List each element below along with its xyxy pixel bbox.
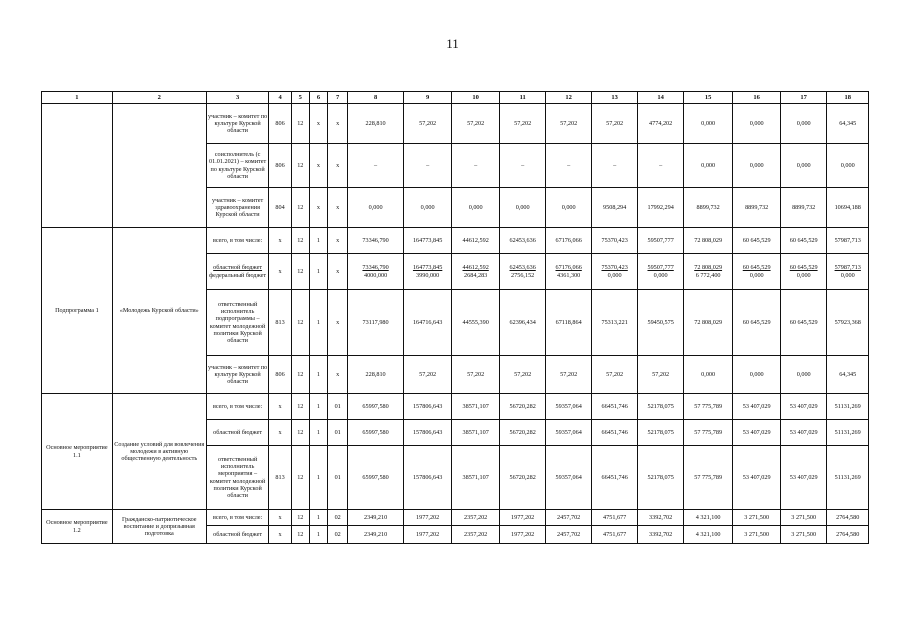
value-cell: 0,000 <box>683 356 733 394</box>
value-cell: 3 271,500 <box>733 526 781 544</box>
value-cell: 0,000 <box>403 188 452 228</box>
column-header: 16 <box>733 92 781 104</box>
value-cell: 0,000 <box>499 188 546 228</box>
value-cell: 57,202 <box>591 104 638 144</box>
value-cell: 2457,702 <box>546 526 591 544</box>
code-cell: 01 <box>328 446 348 510</box>
value-cell: 1977,202 <box>499 526 546 544</box>
value-cell: 38571,107 <box>452 446 500 510</box>
row-label <box>206 254 269 290</box>
value-cell: 3 271,500 <box>780 526 827 544</box>
value-cell: 56720,282 <box>499 446 546 510</box>
value-cell: 57,202 <box>546 356 591 394</box>
value-cell: 38571,107 <box>452 420 500 446</box>
value-cell: 57,202 <box>499 356 546 394</box>
value-bottom: 0,000 <box>749 271 764 279</box>
value-cell: 1977,202 <box>499 510 546 526</box>
value-cell: 44555,390 <box>452 290 500 356</box>
code-cell: 12 <box>291 144 309 188</box>
value-top: 67176,066 <box>555 264 582 272</box>
code-cell: 1 <box>309 228 327 254</box>
value-cell <box>683 254 733 290</box>
value-cell: 57987,713 <box>827 228 869 254</box>
column-header: 6 <box>309 92 327 104</box>
value-cell: 3 271,500 <box>733 510 781 526</box>
value-cell <box>591 254 638 290</box>
value-bottom: 0,000 <box>796 271 811 279</box>
value-cell: 66451,746 <box>591 446 638 510</box>
value-top: 59507,777 <box>647 264 674 272</box>
code-cell: 1 <box>309 526 327 544</box>
code-cell: х <box>328 104 348 144</box>
code-cell: 806 <box>269 356 291 394</box>
code-cell: 12 <box>291 394 309 420</box>
value-cell: 2457,702 <box>546 510 591 526</box>
value-bottom: 2756,152 <box>511 271 535 279</box>
value-cell: 57,202 <box>452 104 500 144</box>
code-cell: 1 <box>309 420 327 446</box>
value-cell: 65997,580 <box>348 446 404 510</box>
value-cell: 0,000 <box>452 188 500 228</box>
value-cell: 60 645,529 <box>733 290 781 356</box>
value-cell: 57 775,789 <box>683 446 733 510</box>
column-header: 9 <box>403 92 452 104</box>
value-cell: 157806,643 <box>403 446 452 510</box>
value-cell: – <box>403 144 452 188</box>
value-cell: 157806,643 <box>403 420 452 446</box>
value-cell <box>827 254 869 290</box>
value-cell: 57,202 <box>546 104 591 144</box>
code-cell: 1 <box>309 356 327 394</box>
value-cell <box>499 254 546 290</box>
value-cell: 53 407,029 <box>780 446 827 510</box>
code-cell: 01 <box>328 394 348 420</box>
value-cell: 2764,580 <box>827 526 869 544</box>
value-cell: 64,345 <box>827 104 869 144</box>
column-header: 15 <box>683 92 733 104</box>
value-cell: 8899,732 <box>733 188 781 228</box>
value-cell: 60 645,529 <box>780 290 827 356</box>
value-cell: 57,202 <box>591 356 638 394</box>
row-label: соисполнитель (с 01.01.2021) – комитет по культуре Курской области <box>206 144 269 188</box>
value-cell: 164716,643 <box>403 290 452 356</box>
code-cell: х <box>269 254 291 290</box>
code-cell: 12 <box>291 228 309 254</box>
value-cell: – <box>546 144 591 188</box>
subprogram-name: Подпрограмма 1 <box>42 228 113 394</box>
value-top: 73346,790 <box>362 264 389 272</box>
value-cell: 53 407,029 <box>733 420 781 446</box>
value-cell <box>403 254 452 290</box>
value-cell: 2349,210 <box>348 510 404 526</box>
value-cell: 44612,592 <box>452 228 500 254</box>
value-cell: 1977,202 <box>403 510 452 526</box>
value-cell: 53 407,029 <box>733 446 781 510</box>
value-cell: 52178,075 <box>638 446 683 510</box>
value-cell: 67176,066 <box>546 228 591 254</box>
row-label: ответственный исполнитель подпрограммы – комитет молодежной политики Курской области <box>206 290 269 356</box>
code-cell: 12 <box>291 254 309 290</box>
value-top: 72 808,029 <box>694 264 723 272</box>
value-cell: 75370,423 <box>591 228 638 254</box>
code-cell: 02 <box>328 510 348 526</box>
code-cell: х <box>269 394 291 420</box>
value-cell: 53 407,029 <box>780 394 827 420</box>
value-cell: – <box>638 144 683 188</box>
empty-cell <box>42 104 113 228</box>
value-cell: 57,202 <box>403 104 452 144</box>
value-cell: 66451,746 <box>591 420 638 446</box>
value-cell: – <box>348 144 404 188</box>
value-bottom: 0,000 <box>840 271 855 279</box>
value-bottom: 6 772,400 <box>695 271 721 279</box>
value-cell: 3 271,500 <box>780 510 827 526</box>
column-header: 14 <box>638 92 683 104</box>
value-top: 44612,592 <box>462 264 489 272</box>
subprogram-title: «Молодежь Курской области» <box>112 228 206 394</box>
row-label: областной бюджет <box>206 420 269 446</box>
value-cell <box>780 254 827 290</box>
value-cell: 8899,732 <box>683 188 733 228</box>
row-label: всего, в том числе: <box>206 228 269 254</box>
column-header: 4 <box>269 92 291 104</box>
value-cell <box>546 254 591 290</box>
row-label: областной бюджет <box>206 526 269 544</box>
value-cell: 8899,732 <box>780 188 827 228</box>
code-cell: 1 <box>309 290 327 356</box>
code-cell: 12 <box>291 104 309 144</box>
value-cell: 59507,777 <box>638 228 683 254</box>
code-cell: х <box>269 510 291 526</box>
value-cell: 3392,702 <box>638 526 683 544</box>
code-cell: х <box>269 526 291 544</box>
code-cell: х <box>328 254 348 290</box>
value-cell: 0,000 <box>733 356 781 394</box>
column-header: 3 <box>206 92 269 104</box>
value-cell: 157806,643 <box>403 394 452 420</box>
code-cell: х <box>309 144 327 188</box>
value-cell: 53 407,029 <box>780 420 827 446</box>
value-cell: 2357,202 <box>452 526 500 544</box>
code-cell: 12 <box>291 188 309 228</box>
value-cell: 51131,269 <box>827 394 869 420</box>
row-label: всего, в том числе: <box>206 394 269 420</box>
row-label: участник – комитет по культуре Курской области <box>206 356 269 394</box>
code-cell: 1 <box>309 254 327 290</box>
code-cell: х <box>328 290 348 356</box>
label-top: областной бюджет <box>213 264 263 272</box>
row-label: участник – комитет по культуре Курской области <box>206 104 269 144</box>
table-row <box>42 510 869 526</box>
value-cell: 52178,075 <box>638 420 683 446</box>
budget-table <box>41 91 869 544</box>
value-cell: 56720,282 <box>499 420 546 446</box>
value-cell <box>348 254 404 290</box>
code-cell: х <box>269 228 291 254</box>
value-cell: 0,000 <box>733 104 781 144</box>
value-top: 60 645,529 <box>742 264 771 272</box>
label-bottom: федеральный бюджет <box>209 271 267 279</box>
value-cell: 64,345 <box>827 356 869 394</box>
value-cell: 62396,434 <box>499 290 546 356</box>
value-cell: 10694,188 <box>827 188 869 228</box>
value-top: 62453,636 <box>509 264 536 272</box>
value-cell: 3392,702 <box>638 510 683 526</box>
column-header: 13 <box>591 92 638 104</box>
value-cell: 62453,636 <box>499 228 546 254</box>
value-cell <box>638 254 683 290</box>
code-cell: 02 <box>328 526 348 544</box>
value-cell: 57 775,789 <box>683 394 733 420</box>
value-cell: 57923,368 <box>827 290 869 356</box>
code-cell: 813 <box>269 290 291 356</box>
empty-cell <box>112 104 206 228</box>
value-top: 60 645,529 <box>789 264 818 272</box>
code-cell: 12 <box>291 356 309 394</box>
value-cell: 4774,202 <box>638 104 683 144</box>
code-cell: х <box>269 420 291 446</box>
code-cell: х <box>328 188 348 228</box>
column-header: 17 <box>780 92 827 104</box>
value-bottom: 3990,000 <box>416 271 440 279</box>
value-cell: 75313,221 <box>591 290 638 356</box>
value-cell: 4751,677 <box>591 526 638 544</box>
value-cell: 59357,064 <box>546 420 591 446</box>
value-cell: 0,000 <box>827 144 869 188</box>
code-cell: 813 <box>269 446 291 510</box>
value-cell: 4 321,100 <box>683 526 733 544</box>
value-cell: 17992,294 <box>638 188 683 228</box>
code-cell: х <box>309 104 327 144</box>
measure-title: Создание условий для вовлечения молодежи в активную общественную деятельность <box>112 394 206 510</box>
table-row <box>42 104 869 144</box>
value-bottom: 0,000 <box>607 271 622 279</box>
value-cell: 65997,580 <box>348 394 404 420</box>
value-cell: – <box>499 144 546 188</box>
value-cell: 57,202 <box>638 356 683 394</box>
header-row <box>42 92 869 104</box>
value-bottom: 4000,000 <box>363 271 388 279</box>
row-label: всего, в том числе: <box>206 510 269 526</box>
value-cell: 2349,210 <box>348 526 404 544</box>
measure-name: Основное мероприятие 1.2 <box>42 510 113 544</box>
value-cell: 0,000 <box>733 144 781 188</box>
value-cell: 59357,064 <box>546 446 591 510</box>
value-top: 164773,845 <box>412 264 443 272</box>
code-cell: 12 <box>291 446 309 510</box>
value-cell <box>733 254 781 290</box>
code-cell: 12 <box>291 526 309 544</box>
column-header: 5 <box>291 92 309 104</box>
value-cell: 0,000 <box>348 188 404 228</box>
value-cell: 66451,746 <box>591 394 638 420</box>
measure-name: Основное мероприятие 1.1 <box>42 394 113 510</box>
column-header: 7 <box>328 92 348 104</box>
value-top: 57987,713 <box>834 264 861 272</box>
value-cell: 1977,202 <box>403 526 452 544</box>
column-header: 11 <box>499 92 546 104</box>
code-cell: 1 <box>309 510 327 526</box>
row-label: участник – комитет здравоохранения Курской области <box>206 188 269 228</box>
value-cell: 4751,677 <box>591 510 638 526</box>
value-cell: 57,202 <box>403 356 452 394</box>
column-header: 10 <box>452 92 500 104</box>
code-cell: 1 <box>309 394 327 420</box>
value-cell: 56720,282 <box>499 394 546 420</box>
row-label: ответственный исполнитель мероприятия – комитет молодежной политики Курской области <box>206 446 269 510</box>
value-cell: 0,000 <box>683 144 733 188</box>
value-cell: 2357,202 <box>452 510 500 526</box>
value-bottom: 2684,283 <box>464 271 488 279</box>
code-cell: х <box>328 228 348 254</box>
value-cell <box>452 254 500 290</box>
column-header: 1 <box>42 92 113 104</box>
value-cell: 228,810 <box>348 104 404 144</box>
value-cell: 73117,980 <box>348 290 404 356</box>
value-cell: 60 645,529 <box>780 228 827 254</box>
table-row <box>42 394 869 420</box>
value-cell: 0,000 <box>683 104 733 144</box>
value-cell: 0,000 <box>780 356 827 394</box>
code-cell: 804 <box>269 188 291 228</box>
value-top: 75370,423 <box>601 264 628 272</box>
page-number: 11 <box>446 36 459 51</box>
value-cell: 0,000 <box>780 104 827 144</box>
code-cell: 01 <box>328 420 348 446</box>
code-cell: 12 <box>291 420 309 446</box>
measure-title: Гражданско-патриотическое воспитание и допризывная подготовка <box>112 510 206 544</box>
value-cell: 73346,790 <box>348 228 404 254</box>
value-cell: 4 321,100 <box>683 510 733 526</box>
value-cell: 9508,294 <box>591 188 638 228</box>
column-header: 2 <box>112 92 206 104</box>
value-cell: 164773,845 <box>403 228 452 254</box>
column-header: 8 <box>348 92 404 104</box>
value-cell: 52178,075 <box>638 394 683 420</box>
code-cell: 1 <box>309 446 327 510</box>
code-cell: 12 <box>291 290 309 356</box>
value-cell: 59450,575 <box>638 290 683 356</box>
value-cell: 72 808,029 <box>683 290 733 356</box>
value-cell: 0,000 <box>546 188 591 228</box>
value-cell: 51131,269 <box>827 420 869 446</box>
value-cell: 53 407,029 <box>733 394 781 420</box>
value-cell: – <box>591 144 638 188</box>
value-cell: 57 775,789 <box>683 420 733 446</box>
table-row <box>42 228 869 254</box>
code-cell: 806 <box>269 144 291 188</box>
value-bottom: 0,000 <box>653 271 668 279</box>
value-cell: 67118,864 <box>546 290 591 356</box>
code-cell: х <box>328 356 348 394</box>
code-cell: х <box>328 144 348 188</box>
value-cell: – <box>452 144 500 188</box>
value-cell: 57,202 <box>499 104 546 144</box>
column-header: 18 <box>827 92 869 104</box>
value-cell: 65997,580 <box>348 420 404 446</box>
value-cell: 60 645,529 <box>733 228 781 254</box>
value-cell: 38571,107 <box>452 394 500 420</box>
value-cell: 57,202 <box>452 356 500 394</box>
value-cell: 51131,269 <box>827 446 869 510</box>
value-cell: 72 808,029 <box>683 228 733 254</box>
value-cell: 2764,580 <box>827 510 869 526</box>
code-cell: х <box>309 188 327 228</box>
column-header: 12 <box>546 92 591 104</box>
value-cell: 228,810 <box>348 356 404 394</box>
value-cell: 59357,064 <box>546 394 591 420</box>
value-cell: 0,000 <box>780 144 827 188</box>
code-cell: 12 <box>291 510 309 526</box>
code-cell: 806 <box>269 104 291 144</box>
value-bottom: 4361,300 <box>557 271 581 279</box>
